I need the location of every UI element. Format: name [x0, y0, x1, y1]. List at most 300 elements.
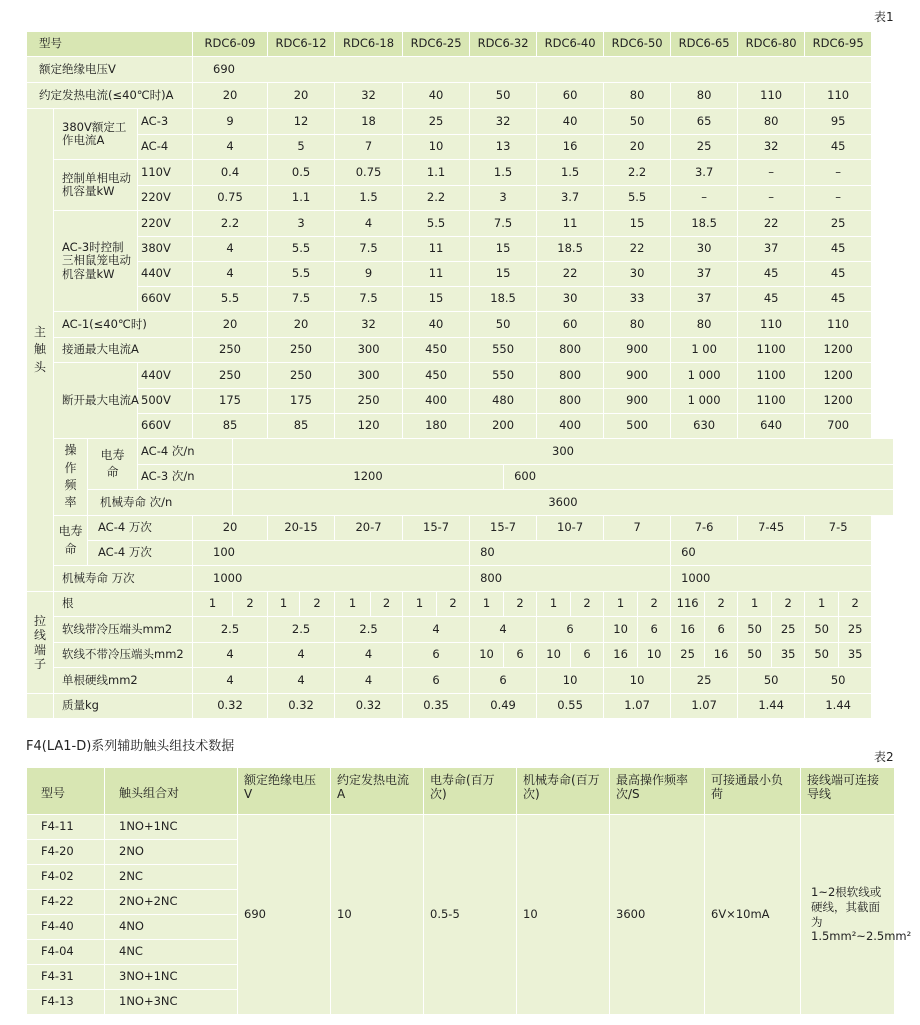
value-cell: 15: [470, 237, 537, 262]
value-cell: 20: [193, 83, 268, 109]
value-cell: 6: [403, 643, 470, 668]
value-cell: 20-15: [268, 516, 335, 541]
value-cell: 480: [470, 389, 537, 414]
value-cell: 80: [604, 312, 671, 338]
value-cell: 60: [671, 541, 872, 566]
value-cell: 10: [470, 643, 504, 668]
voltage-label: 660V: [138, 287, 193, 312]
model-cell: F4-13: [27, 990, 105, 1015]
value-cell: –: [671, 186, 738, 211]
value-cell: 32: [335, 312, 403, 338]
value-cell: 1200: [805, 363, 872, 389]
op-freq-label: 操作频率: [54, 439, 88, 516]
value-cell: 630: [671, 414, 738, 439]
value-cell: 1: [470, 592, 504, 617]
shared-freq: 3600: [610, 815, 705, 1015]
model-cell: F4-31: [27, 965, 105, 990]
op-freq-mech-label: 机械寿命 次/n: [88, 490, 233, 516]
value-cell: 10: [403, 135, 470, 160]
value-cell: 95: [805, 109, 872, 135]
value-cell: 32: [738, 135, 805, 160]
value-cell: 800: [537, 363, 604, 389]
value-cell: 15-7: [403, 516, 470, 541]
value-cell: 550: [470, 363, 537, 389]
value-cell: 25: [839, 617, 872, 643]
value-cell: 6: [537, 617, 604, 643]
value-cell: 4: [335, 643, 403, 668]
value-cell: 5.5: [268, 237, 335, 262]
value-cell: 50: [805, 668, 872, 694]
value-cell: 35: [839, 643, 872, 668]
value-cell: 22: [537, 262, 604, 287]
value-cell: 2.2: [193, 211, 268, 237]
value-cell: 1.44: [805, 694, 872, 719]
value-cell: 18.5: [671, 211, 738, 237]
combo-cell: 1NO+1NC: [105, 815, 238, 840]
model-cell: F4-20: [27, 840, 105, 865]
combo-cell: 1NO+3NC: [105, 990, 238, 1015]
value-cell: 1100: [738, 338, 805, 363]
shared-voltage: 690: [238, 815, 331, 1015]
value-cell: 45: [805, 287, 872, 312]
value-cell: 3: [470, 186, 537, 211]
value-cell: 7.5: [470, 211, 537, 237]
value-cell: 7-45: [738, 516, 805, 541]
value-cell: 7: [335, 135, 403, 160]
value-cell: 500: [604, 414, 671, 439]
mech-life-label: 机械寿命 万次: [54, 566, 193, 592]
table2-caption: 表2: [874, 750, 894, 764]
value-cell: 25: [671, 135, 738, 160]
value-cell: 800: [470, 566, 671, 592]
value-cell: 45: [738, 287, 805, 312]
value-cell: 4: [193, 135, 268, 160]
value-cell: 0.4: [193, 160, 268, 186]
value-cell: 2: [233, 592, 268, 617]
value-cell: 10: [604, 617, 638, 643]
value-cell: 5.5: [193, 287, 268, 312]
value-cell: 1 00: [671, 338, 738, 363]
model-header: RDC6-95: [805, 32, 872, 57]
value-cell: 50: [738, 643, 772, 668]
value-cell: 85: [193, 414, 268, 439]
value-cell: 85: [268, 414, 335, 439]
value-cell: 116: [671, 592, 705, 617]
value-cell: 900: [604, 389, 671, 414]
value-cell: 1.5: [335, 186, 403, 211]
value-cell: 900: [604, 338, 671, 363]
model-cell: F4-11: [27, 815, 105, 840]
value-cell: 37: [738, 237, 805, 262]
terminal-label: 拉线端子: [27, 592, 54, 694]
value-cell: 5: [268, 135, 335, 160]
value-cell: 3.7: [537, 186, 604, 211]
value-cell: 200: [470, 414, 537, 439]
value-cell: 0.5: [268, 160, 335, 186]
op-freq-ac3-value: 600: [504, 465, 894, 490]
value-cell: 0.32: [335, 694, 403, 719]
model-header: RDC6-65: [671, 32, 738, 57]
shared-mech-life: 10: [517, 815, 610, 1015]
value-cell: 180: [403, 414, 470, 439]
value-cell: 2.2: [403, 186, 470, 211]
value-cell: 0.75: [193, 186, 268, 211]
voltage-label: 660V: [138, 414, 193, 439]
value-cell: –: [805, 186, 872, 211]
shared-elec-life: 0.5-5: [424, 815, 517, 1015]
value-cell: 9: [335, 262, 403, 287]
value-cell: 4: [193, 668, 268, 694]
contactor-spec-table: [26, 31, 894, 719]
value-cell: 110: [805, 83, 872, 109]
value-cell: 4: [470, 617, 537, 643]
value-cell: 1: [537, 592, 571, 617]
value-cell: 1200: [805, 338, 872, 363]
value-cell: 250: [193, 338, 268, 363]
value-cell: 16: [671, 617, 705, 643]
value-cell: 5.5: [403, 211, 470, 237]
value-cell: 0.55: [537, 694, 604, 719]
value-cell: 7.5: [335, 287, 403, 312]
value-cell: 110: [805, 312, 872, 338]
value-cell: 250: [193, 363, 268, 389]
value-cell: 1: [738, 592, 772, 617]
model-cell: F4-04: [27, 940, 105, 965]
value-cell: 18: [335, 109, 403, 135]
value-cell: 1 000: [671, 363, 738, 389]
soft-crimp-label: 软线带冷压端头mm2: [54, 617, 193, 643]
value-cell: 0.35: [403, 694, 470, 719]
value-cell: 16: [604, 643, 638, 668]
value-cell: 22: [604, 237, 671, 262]
th-mech-life: 机械寿命(百万次): [517, 768, 610, 815]
value-cell: 6: [504, 643, 537, 668]
value-cell: 1200: [805, 389, 872, 414]
value-cell: 2.5: [335, 617, 403, 643]
shared-min-load: 6V×10mA: [705, 815, 801, 1015]
value-cell: 10: [604, 668, 671, 694]
value-cell: 1: [403, 592, 437, 617]
voltage-label: 500V: [138, 389, 193, 414]
value-cell: 7-6: [671, 516, 738, 541]
value-cell: 25: [805, 211, 872, 237]
th-elec-life: 电寿命(百万次): [424, 768, 517, 815]
value-cell: 2.2: [604, 160, 671, 186]
value-cell: 400: [537, 414, 604, 439]
value-cell: 20: [193, 516, 268, 541]
combo-cell: 3NO+1NC: [105, 965, 238, 990]
value-cell: 110: [738, 312, 805, 338]
value-cell: 175: [268, 389, 335, 414]
value-cell: 1.07: [604, 694, 671, 719]
value-cell: 80: [738, 109, 805, 135]
voltage-label: 380V: [138, 237, 193, 262]
value-cell: 37: [671, 287, 738, 312]
value-cell: 6: [705, 617, 738, 643]
model-cell: F4-40: [27, 915, 105, 940]
value-cell: 1: [193, 592, 233, 617]
make-current-label: 接通最大电流A: [54, 338, 193, 363]
value-cell: 2: [371, 592, 403, 617]
value-cell: 15-7: [470, 516, 537, 541]
main-contact-label: 主触头: [27, 109, 54, 592]
value-cell: 15: [604, 211, 671, 237]
value-cell: 0.32: [193, 694, 268, 719]
elec-life-sub-label: 电寿命: [88, 439, 138, 490]
value-cell: 4: [268, 668, 335, 694]
value-cell: 900: [604, 363, 671, 389]
value-cell: 7.5: [268, 287, 335, 312]
value-cell: 1.44: [738, 694, 805, 719]
value-cell: 32: [335, 83, 403, 109]
value-cell: 45: [805, 237, 872, 262]
value-cell: 20: [268, 83, 335, 109]
value-cell: 4: [193, 237, 268, 262]
value-cell: 80: [671, 83, 738, 109]
value-cell: 50: [604, 109, 671, 135]
value-cell: 9: [193, 109, 268, 135]
aux-contact-table: [26, 767, 912, 1015]
break-current-label: 断开最大电流A: [54, 363, 138, 439]
value-cell: 7-5: [805, 516, 872, 541]
value-cell: 11: [403, 237, 470, 262]
single-phase-label: 控制单相电动机容量kW: [54, 160, 138, 211]
value-cell: 2: [504, 592, 537, 617]
value-cell: 15: [470, 262, 537, 287]
value-cell: 1: [268, 592, 300, 617]
value-cell: 1.5: [470, 160, 537, 186]
value-cell: 4: [403, 617, 470, 643]
combo-cell: 4NO: [105, 915, 238, 940]
value-cell: 5.5: [604, 186, 671, 211]
value-cell: 50: [805, 617, 839, 643]
value-cell: 1 000: [671, 389, 738, 414]
th-current: 约定发热电流A: [331, 768, 424, 815]
value-cell: 6: [403, 668, 470, 694]
value-cell: 12: [268, 109, 335, 135]
value-cell: 4: [193, 643, 268, 668]
value-cell: 4: [268, 643, 335, 668]
op-freq-ac4-value: 300: [233, 439, 894, 465]
value-cell: 2: [437, 592, 470, 617]
th-combo: 触头组合对: [105, 768, 238, 815]
th-wire: 接线端可连接导线: [801, 768, 895, 815]
value-cell: 1100: [738, 363, 805, 389]
th-min-load: 可接通最小负荷: [705, 768, 801, 815]
value-cell: 100: [193, 541, 470, 566]
value-cell: 50: [470, 312, 537, 338]
roots-label: 根: [54, 592, 193, 617]
value-cell: 6: [470, 668, 537, 694]
value-cell: 2: [571, 592, 604, 617]
value-cell: –: [738, 160, 805, 186]
value-cell: 1: [604, 592, 638, 617]
ac1-label: AC-1(≤40℃时): [54, 312, 193, 338]
combo-cell: 2NC: [105, 865, 238, 890]
value-cell: 2: [705, 592, 738, 617]
model-label: 型号: [27, 32, 193, 57]
value-cell: 45: [738, 262, 805, 287]
model-header: RDC6-18: [335, 32, 403, 57]
value-cell: 1.1: [403, 160, 470, 186]
shared-current: 10: [331, 815, 424, 1015]
combo-cell: 4NC: [105, 940, 238, 965]
value-cell: 25: [671, 643, 705, 668]
value-cell: 450: [403, 338, 470, 363]
value-cell: 1: [335, 592, 371, 617]
voltage-label: 440V: [138, 262, 193, 287]
value-cell: 32: [470, 109, 537, 135]
voltage-label: 220V: [138, 211, 193, 237]
mass-label: 质量kg: [54, 694, 193, 719]
value-cell: 1.1: [268, 186, 335, 211]
value-cell: 2: [638, 592, 671, 617]
value-cell: 0.32: [268, 694, 335, 719]
value-cell: 80: [604, 83, 671, 109]
value-cell: 20: [604, 135, 671, 160]
value-cell: 1.5: [537, 160, 604, 186]
value-cell: 4: [193, 262, 268, 287]
value-cell: 110: [738, 83, 805, 109]
value-cell: 65: [671, 109, 738, 135]
insulation-label: 额定绝缘电压V: [27, 57, 193, 83]
value-cell: 4: [335, 668, 403, 694]
value-cell: 35: [772, 643, 805, 668]
elec-life-label: 电寿命: [54, 516, 88, 566]
value-cell: 10: [537, 668, 604, 694]
value-cell: 2: [839, 592, 872, 617]
op-freq-ac4-label: AC-4 次/n: [138, 439, 233, 465]
value-cell: 16: [705, 643, 738, 668]
value-cell: 6: [638, 617, 671, 643]
value-cell: 1100: [738, 389, 805, 414]
value-cell: 22: [738, 211, 805, 237]
value-cell: 6: [571, 643, 604, 668]
value-cell: 2: [300, 592, 335, 617]
value-cell: 18.5: [537, 237, 604, 262]
op-freq-ac3-label: AC-3 次/n: [138, 465, 233, 490]
value-cell: 7: [604, 516, 671, 541]
elec-life-ac4-label: AC-4 万次: [88, 541, 193, 566]
value-cell: 1.07: [671, 694, 738, 719]
value-cell: 13: [470, 135, 537, 160]
value-cell: 45: [805, 262, 872, 287]
value-cell: 60: [537, 83, 604, 109]
hard-wire-label: 单根硬线mm2: [54, 668, 193, 694]
th-freq: 最高操作频率次/S: [610, 768, 705, 815]
value-cell: 60: [537, 312, 604, 338]
value-cell: 700: [805, 414, 872, 439]
value-cell: 10: [638, 643, 671, 668]
table2-title: F4(LA1-D)系列辅助触头组技术数据: [26, 739, 235, 754]
voltage-label: 440V: [138, 363, 193, 389]
value-cell: 2.5: [268, 617, 335, 643]
value-cell: 25: [403, 109, 470, 135]
category-label: AC-4: [138, 135, 193, 160]
op-freq-ac3-value: 1200: [233, 465, 504, 490]
model-header: RDC6-50: [604, 32, 671, 57]
value-cell: 15: [403, 287, 470, 312]
value-cell: 3: [268, 211, 335, 237]
value-cell: 7.5: [335, 237, 403, 262]
value-cell: 0.49: [470, 694, 537, 719]
value-cell: 33: [604, 287, 671, 312]
combo-cell: 2NO+2NC: [105, 890, 238, 915]
value-cell: 20-7: [335, 516, 403, 541]
value-cell: 30: [537, 287, 604, 312]
value-cell: 640: [738, 414, 805, 439]
value-cell: 30: [671, 237, 738, 262]
category-label: AC-3: [138, 109, 193, 135]
value-cell: 40: [403, 312, 470, 338]
value-cell: 37: [671, 262, 738, 287]
value-cell: 20: [193, 312, 268, 338]
value-cell: 20: [268, 312, 335, 338]
value-cell: 80: [671, 312, 738, 338]
table1-caption: 表1: [874, 10, 894, 24]
value-cell: 11: [403, 262, 470, 287]
value-cell: 18.5: [470, 287, 537, 312]
value-cell: 10: [537, 643, 571, 668]
value-cell: 40: [403, 83, 470, 109]
model-header: RDC6-80: [738, 32, 805, 57]
value-cell: 250: [268, 363, 335, 389]
value-cell: 11: [537, 211, 604, 237]
value-cell: 550: [470, 338, 537, 363]
voltage-label: 220V: [138, 186, 193, 211]
value-cell: 2.5: [193, 617, 268, 643]
value-cell: 400: [403, 389, 470, 414]
model-header: RDC6-32: [470, 32, 537, 57]
value-cell: 1000: [671, 566, 872, 592]
voltage-label: 110V: [138, 160, 193, 186]
op-freq-mech-value: 3600: [233, 490, 894, 516]
th-voltage: 额定绝缘电压V: [238, 768, 331, 815]
shared-wire: 1~2根软线或硬线，其截面为1.5mm²~2.5mm²: [801, 815, 895, 1015]
soft-nocrimp-label: 软线不带冷压端头mm2: [54, 643, 193, 668]
elec-life-ac4-label: AC-4 万次: [88, 516, 193, 541]
value-cell: 50: [805, 643, 839, 668]
combo-cell: 2NO: [105, 840, 238, 865]
value-cell: 10-7: [537, 516, 604, 541]
model-header: RDC6-09: [193, 32, 268, 57]
model-header: RDC6-40: [537, 32, 604, 57]
value-cell: 120: [335, 414, 403, 439]
value-cell: 1000: [193, 566, 470, 592]
value-cell: 25: [671, 668, 738, 694]
model-cell: F4-02: [27, 865, 105, 890]
model-cell: F4-22: [27, 890, 105, 915]
value-cell: 250: [335, 389, 403, 414]
value-cell: 1: [805, 592, 839, 617]
value-cell: 4: [335, 211, 403, 237]
insulation-value: 690: [193, 57, 872, 83]
value-cell: 2: [772, 592, 805, 617]
value-cell: 250: [268, 338, 335, 363]
value-cell: 0.75: [335, 160, 403, 186]
mass-spacer: [27, 694, 54, 719]
value-cell: 300: [335, 363, 403, 389]
thermal-label: 约定发热电流(≤40℃时)A: [27, 83, 193, 109]
value-cell: 800: [537, 389, 604, 414]
rated-current-label: 380V额定工作电流A: [54, 109, 138, 160]
value-cell: 3.7: [671, 160, 738, 186]
value-cell: 50: [738, 668, 805, 694]
value-cell: 5.5: [268, 262, 335, 287]
value-cell: 25: [772, 617, 805, 643]
value-cell: 80: [470, 541, 671, 566]
value-cell: 45: [805, 135, 872, 160]
